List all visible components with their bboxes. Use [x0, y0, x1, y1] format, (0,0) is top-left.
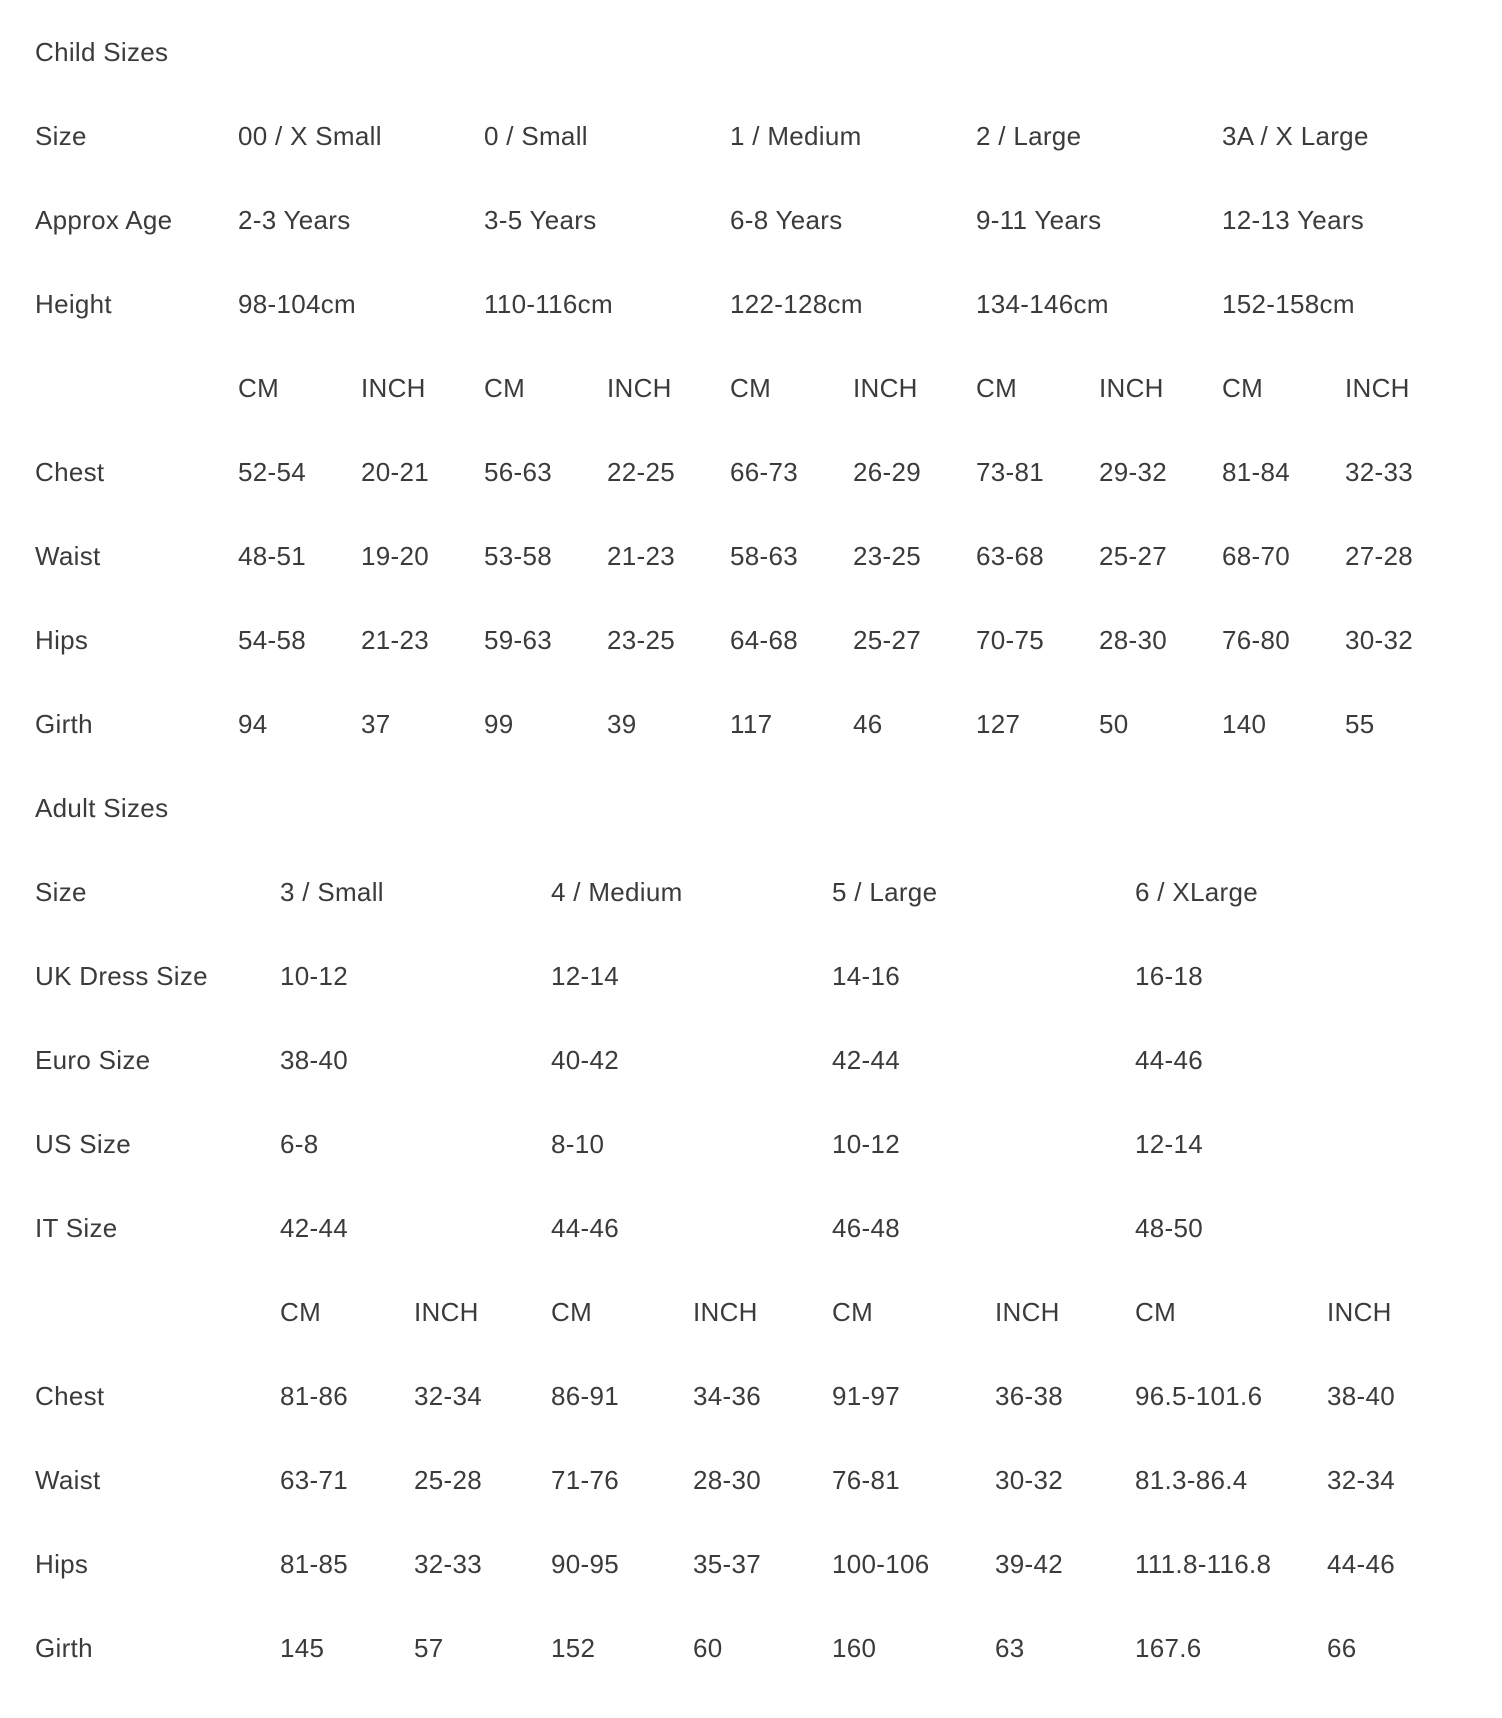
cell-value: 8-10 — [551, 1128, 605, 1159]
cell-value: 110-116cm — [484, 288, 613, 319]
cell-value: 100-106 — [832, 1548, 930, 1579]
row-label: Hips — [35, 1548, 89, 1579]
cell-value: 111.8-116.8 — [1135, 1548, 1272, 1579]
row-label: Height — [35, 288, 112, 319]
row-label: Chest — [35, 1380, 105, 1411]
size-name: 4 / Medium — [551, 876, 683, 907]
cell-value: 19-20 — [361, 540, 429, 571]
cell-value: 48-50 — [1135, 1212, 1203, 1243]
cell-value: 140 — [1222, 708, 1267, 739]
child-height-row — [35, 262, 1502, 346]
row-label: UK Dress Size — [35, 960, 208, 991]
adult-size-name-row — [35, 850, 1502, 934]
cell-value: 44-46 — [551, 1212, 619, 1243]
adult-girth-row — [35, 1606, 1502, 1690]
cell-value: 94 — [238, 708, 268, 739]
row-label: IT Size — [35, 1212, 118, 1243]
size-name: 00 / X Small — [238, 120, 382, 151]
cell-value: 44-46 — [1327, 1548, 1395, 1579]
cell-value: 10-12 — [280, 960, 348, 991]
unit-header: CM — [1135, 1296, 1177, 1327]
unit-header: INCH — [414, 1296, 479, 1327]
adult-uk-dress-row — [35, 934, 1502, 1018]
size-name: 3A / X Large — [1222, 120, 1369, 151]
size-name: 2 / Large — [976, 120, 1082, 151]
cell-value: 60 — [693, 1632, 723, 1663]
size-name: 5 / Large — [832, 876, 938, 907]
adult-units-row — [35, 1270, 1502, 1354]
cell-value: 32-34 — [414, 1380, 482, 1411]
cell-value: 54-58 — [238, 624, 306, 655]
cell-value: 9-11 Years — [976, 204, 1102, 235]
cell-value: 71-76 — [551, 1464, 619, 1495]
child-girth-row — [35, 682, 1502, 766]
cell-value: 16-18 — [1135, 960, 1203, 991]
cell-value: 57 — [414, 1632, 444, 1663]
cell-value: 28-30 — [1099, 624, 1167, 655]
child-hips-row — [35, 598, 1502, 682]
cell-value: 42-44 — [832, 1044, 900, 1075]
cell-value: 28-30 — [693, 1464, 761, 1495]
cell-value: 6-8 — [280, 1128, 319, 1159]
row-label: Size — [35, 120, 87, 151]
child-waist-row — [35, 514, 1502, 598]
size-name: 6 / XLarge — [1135, 876, 1258, 907]
cell-value: 37 — [361, 708, 391, 739]
cell-value: 117 — [730, 708, 773, 739]
row-label: US Size — [35, 1128, 132, 1159]
cell-value: 22-25 — [607, 456, 675, 487]
unit-header: INCH — [607, 372, 672, 403]
cell-value: 39-42 — [995, 1548, 1063, 1579]
cell-value: 40-42 — [551, 1044, 619, 1075]
cell-value: 81-84 — [1222, 456, 1290, 487]
unit-header: CM — [976, 372, 1018, 403]
size-name: 0 / Small — [484, 120, 588, 151]
cell-value: 32-33 — [414, 1548, 482, 1579]
adult-hips-row — [35, 1522, 1502, 1606]
cell-value: 14-16 — [832, 960, 900, 991]
cell-value: 27-28 — [1345, 540, 1413, 571]
cell-value: 34-36 — [693, 1380, 761, 1411]
cell-value: 81-86 — [280, 1380, 348, 1411]
cell-value: 76-80 — [1222, 624, 1290, 655]
cell-value: 76-81 — [832, 1464, 900, 1495]
size-name: 3 / Small — [280, 876, 384, 907]
cell-value: 99 — [484, 708, 514, 739]
cell-value: 96.5-101.6 — [1135, 1380, 1263, 1411]
cell-value: 48-51 — [238, 540, 306, 571]
cell-value: 2-3 Years — [238, 204, 351, 235]
unit-header: INCH — [693, 1296, 758, 1327]
cell-value: 25-27 — [1099, 540, 1167, 571]
cell-value: 6-8 Years — [730, 204, 843, 235]
child-units-row — [35, 346, 1502, 430]
cell-value: 59-63 — [484, 624, 552, 655]
unit-header: CM — [484, 372, 526, 403]
cell-value: 53-58 — [484, 540, 552, 571]
cell-value: 81-85 — [280, 1548, 348, 1579]
section-title: Child Sizes — [35, 36, 169, 67]
cell-value: 12-14 — [1135, 1128, 1203, 1159]
cell-value: 52-54 — [238, 456, 306, 487]
unit-header: CM — [551, 1296, 593, 1327]
row-label: Waist — [35, 1464, 101, 1495]
cell-value: 44-46 — [1135, 1044, 1203, 1075]
cell-value: 56-63 — [484, 456, 552, 487]
child-size-name-row — [35, 94, 1502, 178]
row-label: Girth — [35, 708, 93, 739]
unit-header: INCH — [853, 372, 918, 403]
unit-header: CM — [730, 372, 772, 403]
adult-waist-row — [35, 1438, 1502, 1522]
cell-value: 29-32 — [1099, 456, 1167, 487]
cell-value: 46-48 — [832, 1212, 900, 1243]
size-name: 1 / Medium — [730, 120, 862, 151]
cell-value: 39 — [607, 708, 637, 739]
cell-value: 38-40 — [1327, 1380, 1395, 1411]
cell-value: 91-97 — [832, 1380, 900, 1411]
cell-value: 73-81 — [976, 456, 1044, 487]
adult-sizes-section — [35, 766, 1502, 1690]
cell-value: 10-12 — [832, 1128, 900, 1159]
unit-header: INCH — [995, 1296, 1060, 1327]
cell-value: 160 — [832, 1632, 877, 1663]
child-age-row — [35, 178, 1502, 262]
cell-value: 122-128cm — [730, 288, 863, 319]
row-label: Euro Size — [35, 1044, 151, 1075]
cell-value: 25-28 — [414, 1464, 482, 1495]
cell-value: 63-68 — [976, 540, 1044, 571]
row-label: Chest — [35, 456, 105, 487]
child-chest-row — [35, 430, 1502, 514]
cell-value: 152 — [551, 1632, 596, 1663]
cell-value: 63-71 — [280, 1464, 348, 1495]
cell-value: 68-70 — [1222, 540, 1290, 571]
child-sizes-title-row — [35, 10, 1502, 94]
cell-value: 81.3-86.4 — [1135, 1464, 1248, 1495]
row-label: Waist — [35, 540, 101, 571]
cell-value: 36-38 — [995, 1380, 1063, 1411]
row-label: Size — [35, 876, 87, 907]
cell-value: 50 — [1099, 708, 1129, 739]
cell-value: 167.6 — [1135, 1632, 1202, 1663]
cell-value: 26-29 — [853, 456, 921, 487]
cell-value: 64-68 — [730, 624, 798, 655]
cell-value: 127 — [976, 708, 1021, 739]
unit-header: CM — [238, 372, 280, 403]
cell-value: 30-32 — [995, 1464, 1063, 1495]
cell-value: 3-5 Years — [484, 204, 597, 235]
adult-sizes-title-row — [35, 766, 1502, 850]
cell-value: 25-27 — [853, 624, 921, 655]
cell-value: 58-63 — [730, 540, 798, 571]
cell-value: 12-14 — [551, 960, 619, 991]
adult-chest-row — [35, 1354, 1502, 1438]
cell-value: 134-146cm — [976, 288, 1109, 319]
cell-value: 35-37 — [693, 1548, 761, 1579]
cell-value: 20-21 — [361, 456, 429, 487]
child-sizes-section — [35, 10, 1502, 766]
cell-value: 42-44 — [280, 1212, 348, 1243]
cell-value: 46 — [853, 708, 883, 739]
cell-value: 90-95 — [551, 1548, 619, 1579]
cell-value: 32-34 — [1327, 1464, 1395, 1495]
cell-value: 30-32 — [1345, 624, 1413, 655]
cell-value: 98-104cm — [238, 288, 357, 319]
section-title: Adult Sizes — [35, 792, 169, 823]
cell-value: 70-75 — [976, 624, 1044, 655]
unit-header: CM — [280, 1296, 322, 1327]
row-label: Approx Age — [35, 204, 173, 235]
cell-value: 66-73 — [730, 456, 798, 487]
unit-header: INCH — [1345, 372, 1410, 403]
cell-value: 55 — [1345, 708, 1375, 739]
cell-value: 145 — [280, 1632, 325, 1663]
cell-value: 63 — [995, 1632, 1025, 1663]
unit-header: INCH — [1327, 1296, 1392, 1327]
unit-header: INCH — [1099, 372, 1164, 403]
cell-value: 21-23 — [607, 540, 675, 571]
adult-euro-size-row — [35, 1018, 1502, 1102]
unit-header: CM — [832, 1296, 874, 1327]
adult-us-size-row — [35, 1102, 1502, 1186]
cell-value: 32-33 — [1345, 456, 1413, 487]
cell-value: 86-91 — [551, 1380, 619, 1411]
cell-value: 66 — [1327, 1632, 1357, 1663]
unit-header: CM — [1222, 372, 1264, 403]
adult-it-size-row — [35, 1186, 1502, 1270]
cell-value: 21-23 — [361, 624, 429, 655]
cell-value: 12-13 Years — [1222, 204, 1365, 235]
row-label: Girth — [35, 1632, 93, 1663]
cell-value: 23-25 — [853, 540, 921, 571]
cell-value: 23-25 — [607, 624, 675, 655]
unit-header: INCH — [361, 372, 426, 403]
cell-value: 38-40 — [280, 1044, 348, 1075]
cell-value: 152-158cm — [1222, 288, 1355, 319]
row-label: Hips — [35, 624, 89, 655]
